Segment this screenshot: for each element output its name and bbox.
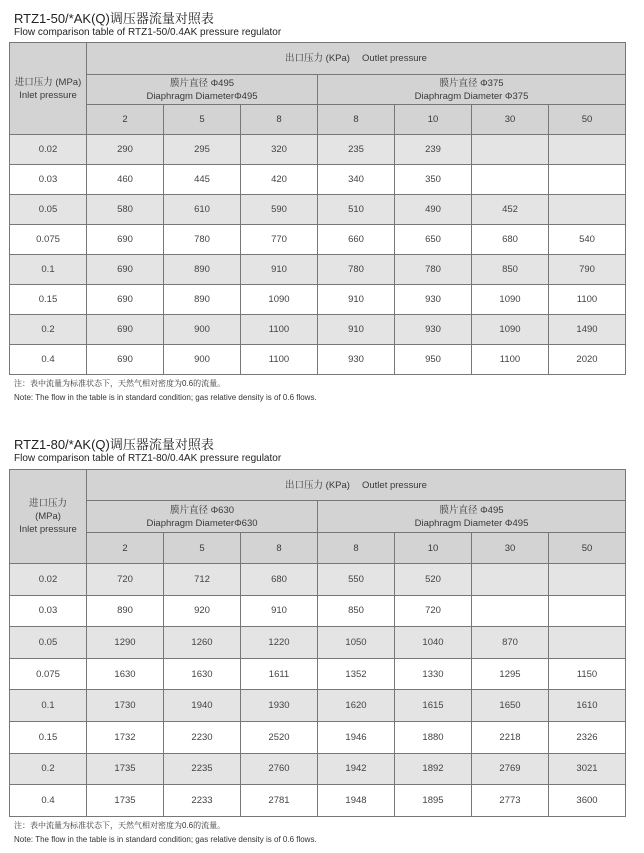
flow-cell: 890 — [87, 595, 164, 627]
flow-cell: 1150 — [549, 658, 626, 690]
inlet-pressure-cell: 0.2 — [10, 753, 87, 785]
flow-cell — [549, 627, 626, 659]
flow-cell: 910 — [318, 285, 395, 315]
flow-cell: 690 — [87, 285, 164, 315]
diaphragm-en: Diaphragm Diameter Φ375 — [414, 90, 529, 102]
flow-cell: 910 — [241, 255, 318, 285]
flow-cell: 1650 — [472, 690, 549, 722]
outlet-value-header: 8 — [318, 533, 395, 564]
flow-cell: 235 — [318, 135, 395, 165]
flow-cell: 2781 — [241, 785, 318, 817]
inlet-pressure-cell: 0.4 — [10, 785, 87, 817]
flow-cell: 900 — [164, 345, 241, 375]
note-cn: 注：表中流量为标准状态下，天然气相对密度为0.6的流量。 — [14, 379, 226, 388]
table-row — [10, 627, 626, 659]
outlet-value-header: 30 — [472, 105, 549, 135]
outlet-value-header: 10 — [395, 533, 472, 564]
table-row — [10, 785, 626, 817]
flow-cell — [472, 595, 549, 627]
outlet-value-header: 5 — [164, 105, 241, 135]
flow-cell: 1615 — [395, 690, 472, 722]
outlet-value-header: 2 — [87, 105, 164, 135]
flow-cell: 712 — [164, 564, 241, 596]
flow-cell: 1611 — [241, 658, 318, 690]
flow-cell: 1100 — [472, 345, 549, 375]
flow-cell: 520 — [395, 564, 472, 596]
inlet-pressure-cell: 0.03 — [10, 165, 87, 195]
flow-cell: 1295 — [472, 658, 549, 690]
flow-cell: 1730 — [87, 690, 164, 722]
flow-cell: 850 — [318, 595, 395, 627]
flow-cell: 1892 — [395, 753, 472, 785]
diaphragm-en: Diaphragm Diameter Φ495 — [414, 517, 529, 529]
flow-cell: 540 — [549, 225, 626, 255]
flow-cell: 1946 — [318, 721, 395, 753]
inlet-pressure-cell: 0.03 — [10, 595, 87, 627]
outlet-header-cn: 出口压力 (KPa) — [285, 479, 350, 491]
outlet-value-header: 30 — [472, 533, 549, 564]
flow-cell: 690 — [87, 345, 164, 375]
flow-cell: 1630 — [87, 658, 164, 690]
flow-cell: 930 — [395, 285, 472, 315]
table-subtitle: Flow comparison table of RTZ1-80/0.4AK pressure regulator — [14, 453, 282, 464]
flow-cell: 460 — [87, 165, 164, 195]
flow-cell: 930 — [318, 345, 395, 375]
table-row — [10, 564, 626, 596]
inlet-pressure-cell: 0.075 — [10, 225, 87, 255]
flow-cell: 1735 — [87, 785, 164, 817]
flow-cell: 445 — [164, 165, 241, 195]
inlet-header-line: Inlet pressure — [19, 89, 77, 101]
flow-cell: 1620 — [318, 690, 395, 722]
flow-cell: 1290 — [87, 627, 164, 659]
flow-comparison-table — [9, 469, 626, 817]
diaphragm-cn: 膜片直径 Φ495 — [439, 504, 504, 516]
flow-cell: 490 — [395, 195, 472, 225]
inlet-pressure-cell: 0.15 — [10, 721, 87, 753]
flow-cell: 720 — [87, 564, 164, 596]
inlet-pressure-cell: 0.15 — [10, 285, 87, 315]
flow-cell: 239 — [395, 135, 472, 165]
flow-cell: 3600 — [549, 785, 626, 817]
flow-cell: 930 — [395, 315, 472, 345]
flow-cell: 1732 — [87, 721, 164, 753]
inlet-header-line: Inlet pressure — [19, 524, 77, 535]
outlet-value-header: 5 — [164, 533, 241, 564]
flow-cell: 2326 — [549, 721, 626, 753]
flow-cell: 1330 — [395, 658, 472, 690]
inlet-pressure-cell: 0.1 — [10, 690, 87, 722]
flow-cell — [549, 564, 626, 596]
header-row-outlet-values — [10, 533, 626, 564]
table-subtitle: Flow comparison table of RTZ1-50/0.4AK pressure regulator — [14, 27, 282, 38]
flow-cell: 1040 — [395, 627, 472, 659]
flow-cell: 290 — [87, 135, 164, 165]
flow-cell: 780 — [395, 255, 472, 285]
inlet-pressure-cell: 0.2 — [10, 315, 87, 345]
table-row — [10, 595, 626, 627]
flow-cell: 320 — [241, 135, 318, 165]
outlet-value-header: 8 — [241, 533, 318, 564]
flow-cell: 920 — [164, 595, 241, 627]
flow-cell: 850 — [472, 255, 549, 285]
table-row — [10, 658, 626, 690]
diaphragm-cn: 膜片直径 Φ630 — [169, 504, 235, 516]
inlet-pressure-header — [10, 470, 87, 564]
flow-cell: 2769 — [472, 753, 549, 785]
flow-cell — [549, 595, 626, 627]
note-en: Note: The flow in the table is in standard condition; gas relative density is of 0.6 flows. — [14, 393, 317, 402]
outlet-header-en: Outlet pressure — [361, 479, 427, 491]
flow-cell: 720 — [395, 595, 472, 627]
inlet-pressure-cell: 0.05 — [10, 627, 87, 659]
table-title: RTZ1-80/*AK(Q)调压器流量对照表 — [14, 437, 214, 452]
flow-cell: 900 — [164, 315, 241, 345]
outlet-header-cn: 出口压力 (KPa) — [285, 53, 350, 64]
flow-cell: 680 — [241, 564, 318, 596]
note-cn: 注：表中流量为标准状态下，天然气相对密度为0.6的流量。 — [14, 821, 226, 830]
inlet-pressure-cell: 0.05 — [10, 195, 87, 225]
flow-cell: 910 — [241, 595, 318, 627]
flow-cell: 770 — [241, 225, 318, 255]
flow-cell: 1100 — [241, 315, 318, 345]
inlet-pressure-cell: 0.02 — [10, 564, 87, 596]
flow-cell: 1630 — [164, 658, 241, 690]
flow-cell: 1880 — [395, 721, 472, 753]
flow-cell: 910 — [318, 315, 395, 345]
table-row — [10, 753, 626, 785]
flow-cell: 1050 — [318, 627, 395, 659]
flow-cell: 1895 — [395, 785, 472, 817]
flow-cell: 1090 — [241, 285, 318, 315]
flow-cell: 2760 — [241, 753, 318, 785]
inlet-pressure-cell: 0.4 — [10, 345, 87, 375]
header-row-outlet — [10, 470, 626, 501]
flow-cell: 295 — [164, 135, 241, 165]
flow-cell: 950 — [395, 345, 472, 375]
diaphragm-cn: 膜片直径 Φ375 — [439, 77, 504, 89]
table-title: RTZ1-50/*AK(Q)调压器流量对照表 — [14, 11, 214, 26]
flow-cell: 1490 — [549, 315, 626, 345]
flow-cell: 790 — [549, 255, 626, 285]
diaphragm-group-header — [87, 501, 318, 533]
flow-cell: 1735 — [87, 753, 164, 785]
outlet-pressure-header — [87, 470, 626, 501]
flow-cell: 3021 — [549, 753, 626, 785]
flow-cell: 660 — [318, 225, 395, 255]
table-row — [10, 690, 626, 722]
flow-cell: 890 — [164, 285, 241, 315]
flow-cell: 1100 — [241, 345, 318, 375]
flow-cell: 1090 — [472, 315, 549, 345]
flow-cell: 550 — [318, 564, 395, 596]
flow-cell: 590 — [241, 195, 318, 225]
flow-cell: 2020 — [549, 345, 626, 375]
flow-cell: 2230 — [164, 721, 241, 753]
flow-cell: 1942 — [318, 753, 395, 785]
outlet-header-en: Outlet pressure — [361, 53, 427, 64]
flow-cell: 1610 — [549, 690, 626, 722]
outlet-value-header: 50 — [549, 533, 626, 564]
flow-cell: 1948 — [318, 785, 395, 817]
outlet-value-header: 8 — [318, 105, 395, 135]
inlet-pressure-cell: 0.075 — [10, 658, 87, 690]
inlet-pressure-cell: 0.02 — [10, 135, 87, 165]
flow-cell: 1090 — [472, 285, 549, 315]
flow-cell: 690 — [87, 315, 164, 345]
flow-cell: 340 — [318, 165, 395, 195]
flow-cell: 2218 — [472, 721, 549, 753]
flow-cell: 2233 — [164, 785, 241, 817]
flow-cell: 1220 — [241, 627, 318, 659]
note-en: Note: The flow in the table is in standard condition; gas relative density is of 0.6 flows. — [14, 835, 317, 844]
flow-cell: 690 — [87, 255, 164, 285]
inlet-header-line: 进口压力 — [28, 498, 67, 509]
flow-cell: 680 — [472, 225, 549, 255]
flow-cell: 1352 — [318, 658, 395, 690]
flow-cell: 420 — [241, 165, 318, 195]
flow-cell: 452 — [472, 195, 549, 225]
flow-cell: 2520 — [241, 721, 318, 753]
inlet-header-line: 进口压力 (MPa) — [14, 76, 82, 88]
table-row — [10, 721, 626, 753]
flow-cell: 2773 — [472, 785, 549, 817]
flow-cell: 610 — [164, 195, 241, 225]
diaphragm-cn: 膜片直径 Φ495 — [169, 77, 235, 89]
header-row-diaphragm — [10, 501, 626, 533]
outlet-value-header: 8 — [241, 105, 318, 135]
inlet-header-line: (MPa) — [35, 511, 61, 522]
flow-cell: 650 — [395, 225, 472, 255]
flow-cell: 1100 — [549, 285, 626, 315]
flow-cell: 890 — [164, 255, 241, 285]
flow-cell: 780 — [318, 255, 395, 285]
outlet-value-header: 10 — [395, 105, 472, 135]
flow-cell: 690 — [87, 225, 164, 255]
inlet-pressure-cell: 0.1 — [10, 255, 87, 285]
outlet-value-header: 50 — [549, 105, 626, 135]
flow-cell: 780 — [164, 225, 241, 255]
flow-cell: 1940 — [164, 690, 241, 722]
flow-cell: 870 — [472, 627, 549, 659]
flow-cell: 1930 — [241, 690, 318, 722]
outlet-value-header: 2 — [87, 533, 164, 564]
diaphragm-group-header — [318, 501, 626, 533]
flow-cell: 1260 — [164, 627, 241, 659]
flow-cell: 350 — [395, 165, 472, 195]
flow-cell: 510 — [318, 195, 395, 225]
diaphragm-en: Diaphragm DiameterΦ630 — [146, 517, 258, 529]
diaphragm-en: Diaphragm DiameterΦ495 — [146, 90, 258, 102]
flow-cell — [472, 564, 549, 596]
flow-cell: 580 — [87, 195, 164, 225]
flow-cell: 2235 — [164, 753, 241, 785]
